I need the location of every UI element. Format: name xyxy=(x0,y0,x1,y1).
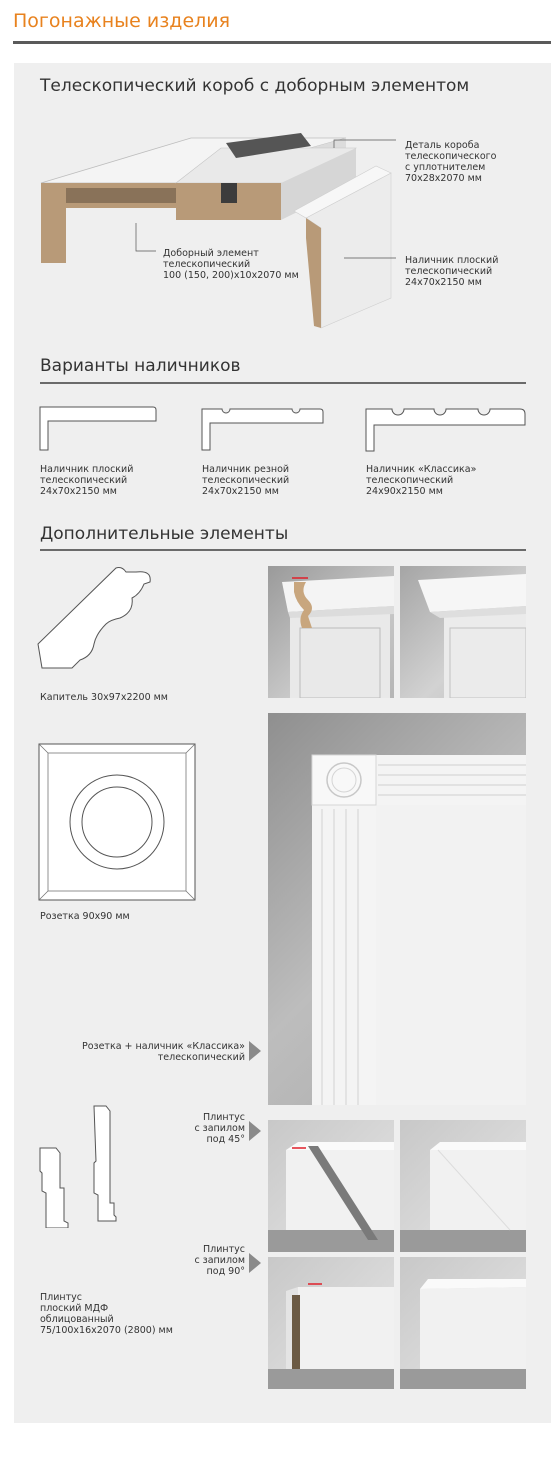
casing-flat-profile xyxy=(38,405,158,455)
section-title-extras: Дополнительные элементы xyxy=(40,524,289,544)
rosette-drawing xyxy=(38,743,196,901)
plinth-45-caption: Плинтус с запилом под 45° xyxy=(194,1112,245,1145)
plinth-45-photo-cutaway xyxy=(268,1120,394,1252)
callout-casing-flat: Наличник плоский телескопический 24х70х2150 мм xyxy=(405,255,499,288)
plinth-90-photo-cutaway xyxy=(268,1257,394,1389)
rosette-caption: Розетка 90х90 мм xyxy=(40,911,130,922)
section-title-telescopic: Телескопический короб с доборным элементом xyxy=(40,76,470,96)
callout-extra-element: Доборный элемент телескопический 100 (150, 200)х10х2070 мм xyxy=(163,248,299,281)
plinth-45-photo-installed xyxy=(400,1120,526,1252)
capital-caption: Капитель 30х97х2200 мм xyxy=(40,692,168,703)
plinth-90-caption: Плинтус с запилом под 90° xyxy=(194,1244,245,1277)
plinth-caption: Плинтус плоский МДФ облицованный 75/100х16х2070 (2800) мм xyxy=(40,1292,173,1336)
section-rule-casings xyxy=(40,382,526,384)
casing-carved-profile xyxy=(200,405,325,455)
section-title-casings: Варианты наличников xyxy=(40,356,241,376)
plinth-profiles xyxy=(36,1103,126,1228)
page-title: Погонажные изделия xyxy=(13,10,231,32)
plinth-90-photo-installed xyxy=(400,1257,526,1389)
rosette-combo-caption: Розетка + наличник «Классика» телескопический xyxy=(81,1041,245,1063)
casing-carved-caption: Наличник резной телескопический 24х70х2150 мм xyxy=(202,464,290,497)
casing-classic-profile xyxy=(364,403,528,455)
telescopic-box-illustration xyxy=(36,128,396,333)
capital-profile xyxy=(36,564,156,684)
rosette-classic-photo xyxy=(268,713,526,1105)
capital-photo-cutaway xyxy=(268,566,394,698)
arrow-right-icon xyxy=(249,1121,261,1141)
casing-flat-caption: Наличник плоский телескопический 24х70х2150 мм xyxy=(40,464,134,497)
casing-classic-caption: Наличник «Классика» телескопический 24х90х2150 мм xyxy=(366,464,477,497)
arrow-right-icon xyxy=(249,1253,261,1273)
callout-box-detail: Деталь короба телескопического с уплотнителем 70х28х2070 мм xyxy=(405,140,497,184)
arrow-right-icon xyxy=(249,1041,261,1061)
title-divider xyxy=(13,41,551,44)
capital-photo-installed xyxy=(400,566,526,698)
section-rule-extras xyxy=(40,549,526,551)
